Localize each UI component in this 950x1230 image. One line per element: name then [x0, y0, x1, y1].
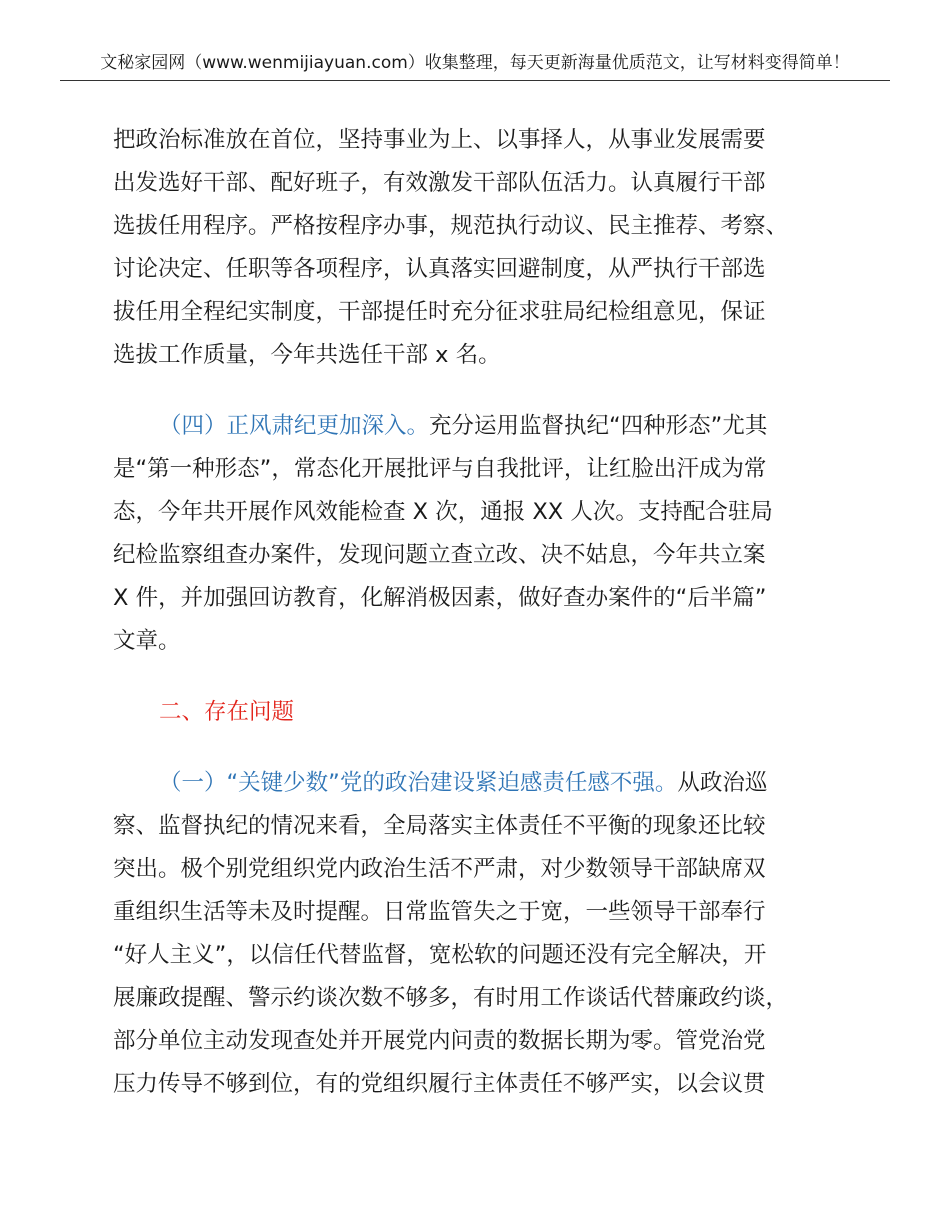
- text-line: 突出。极个别党组织党内政治生活不严肃，对少数领导干部缺席双: [113, 856, 766, 882]
- text-run: 充分运用监督执纪“四种形态”尤其: [429, 413, 768, 439]
- text-line: 拔任用全程纪实制度，干部提任时充分征求驻局纪检组意见，保证: [113, 299, 766, 325]
- text-line: 把政治标准放在首位，坚持事业为上、以事择人，从事业发展需要: [113, 127, 766, 153]
- section-heading: 二、存在问题: [159, 699, 295, 725]
- document-body: [113, 119, 853, 1106]
- text-line: [113, 405, 853, 448]
- text-line: 纪检监察组查办案件，发现问题立查立改、决不姑息，今年共立案: [113, 542, 766, 568]
- text-line: 选拔任用程序。严格按程序办事，规范执行动议、民主推荐、考察、: [113, 213, 789, 239]
- text-line: 文章。: [113, 628, 181, 654]
- text-line: 讨论决定、任职等各项程序，认真落实回避制度，从严执行干部选: [113, 256, 766, 282]
- text-line: [113, 762, 853, 805]
- paragraph-problems: [113, 762, 853, 1106]
- page-header: [60, 48, 890, 81]
- text-line: X 件，并加强回访教育，化解消极因素，做好查办案件的“后半篇”: [113, 585, 767, 611]
- paragraph-discipline: [113, 405, 853, 663]
- text-line: 重组织生活等未及时提醒。日常监管失之于宽，一些领导干部奉行: [113, 899, 766, 925]
- text-line: 展廉政提醒、警示约谈次数不够多，有时用工作谈话代替廉政约谈，: [113, 985, 789, 1011]
- text-line: 出发选好干部、配好班子，有效激发干部队伍活力。认真履行干部: [113, 170, 766, 196]
- text-line: 选拔工作质量，今年共选任干部 x 名。: [113, 342, 501, 368]
- header-text: 文秘家园网（www.wenmijiayuan.com）收集整理，每天更新海量优质范文，让写材料变得简单！: [100, 53, 850, 73]
- text-line: 察、监督执纪的情况来看，全局落实主体责任不平衡的现象还比较: [113, 813, 766, 839]
- text-line: 是“第一种形态”，常态化开展批评与自我批评，让红脸出汗成为常: [113, 456, 767, 482]
- text-line: 部分单位主动发现查处并开展党内问责的数据长期为零。管党治党: [113, 1028, 766, 1054]
- subsection-heading-4: （四）正风肃纪更加深入。: [159, 413, 430, 439]
- text-line: 压力传导不够到位，有的党组织履行主体责任不够严实，以会议贯: [113, 1071, 766, 1097]
- subsection-heading-1: （一）“关键少数”党的政治建设紧迫感责任感不强。: [159, 770, 678, 796]
- paragraph-cadre-selection: [113, 119, 853, 377]
- text-line: “好人主义”，以信任代替监督，宽松软的问题还没有完全解决，开: [113, 942, 767, 968]
- text-run: 从政治巡: [677, 770, 768, 796]
- text-line: 态，今年共开展作风效能检查 X 次，通报 XX 人次。支持配合驻局: [113, 499, 773, 525]
